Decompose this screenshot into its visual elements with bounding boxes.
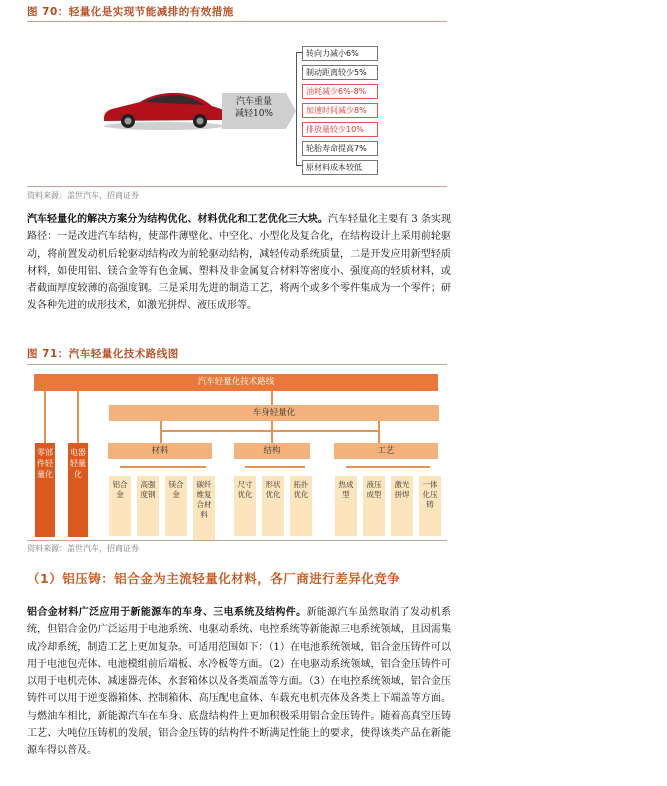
category-materials: 材料 — [108, 443, 212, 459]
body-lightweight: 车身轻量化 — [109, 405, 439, 421]
leaf-integrated-die-casting: 一体化压铸 — [419, 476, 441, 536]
paragraph-2-lead: 铝合金材料广泛应用于新能源车的车身、三电系统及结构件。 — [27, 607, 307, 618]
paragraph-2-body: 新能源汽车虽然取消了发动机系统，但铝合金仍广泛运用于电池系统、电驱动系统、电控系统等新能源三电系统领域，且因需集成冷却系统，制造工艺上更加复杂。可适用范围如下：（1）在电池系统领域，铝合金压铸件可以用于电池包壳体、电池模组前后端板、水冷板等方面。（2）在电驱动系统领域，铝合金压铸件可以用于电机壳体、减速器壳体、水套箱体以及各类端盖等方面。（3）在电控系统领域，铝合金压铸件可以用于逆变器箱体、控制箱体、高压配电盒体、车载充电机壳体及各类上下端盖等方面。与燃油车相比，新能源汽车在车身、底盘结构件上更加积极采用铝合金压铸件。随着高真空压铸工艺、大吨位压铸机的发展，铝合金压铸的结构件不断满足性能上的要求，使得该类产品在新能源车得以普及。 — [27, 607, 452, 757]
effect-item: 轮胎寿命提高7% — [302, 141, 378, 156]
leaf-aluminum-alloy: 铝合金 — [109, 476, 131, 536]
weight-box-line1: 汽车重量 — [235, 97, 272, 107]
leaf-laser-welding: 激光拼焊 — [391, 476, 413, 536]
red-car-image — [100, 88, 228, 132]
arrow-icon — [286, 93, 296, 129]
figure-70-top-rule — [27, 21, 447, 22]
connector-line — [271, 421, 273, 443]
leaf-hot-forming: 热成型 — [335, 476, 357, 536]
paragraph-aluminum-applications — [27, 604, 451, 760]
figure-71-title: 图 71：汽车轻量化技术路线图 — [27, 348, 179, 360]
side-parts-lightweight: 零部件轻量化 — [35, 443, 55, 537]
side-electrical-lightweight: 电器轻量化 — [68, 443, 88, 537]
effect-item: 排放量较少10% — [302, 122, 378, 137]
weight-reduction-box — [222, 93, 286, 129]
category-process: 工艺 — [334, 443, 438, 459]
connector-line — [77, 391, 79, 443]
leaf-carbon-fiber: 碳纤维复合材料 — [193, 476, 215, 540]
connector-line — [44, 391, 46, 443]
section-heading-aluminum-die-casting: （1）铝压铸：铝合金为主流轻量化材料，各厂商进行差异化竞争 — [27, 571, 401, 586]
paragraph-1-lead: 汽车轻量化的解决方案分为结构优化、材料优化和工艺优化三大块。 — [27, 214, 328, 225]
connector-line — [120, 466, 206, 468]
effect-item: 原材料成本较低 — [302, 160, 378, 175]
connector-line — [245, 466, 305, 468]
figure-71-top-rule — [27, 364, 447, 365]
figure-70-bottom-rule — [27, 186, 447, 187]
figure-70-title: 图 70：轻量化是实现节能减排的有效措施 — [27, 6, 234, 18]
roadmap-root: 汽车轻量化技术路线 — [34, 374, 438, 391]
paragraph-1-body: 汽车轻量化主要有 3 条实现路径：一是改进汽车结构，使部件薄壁化、中空化、小型化及复合化，在结构设计上采用前轮驱动，将前置发动机后轮驱动结构改为前轮驱动结构，减轻传动系统质量，二是开发应用新型轻质材料，如使用铝、镁合金等有色金属、塑料及非金属复合材料等密度小、强度高的轻质材料，或者截面厚度较薄的高强度钢。三是采用先进的制造工艺，将两个或多个零件集成为一个零件；研发各种先进的成形技术，如激光拼焊、液压成形等。 — [27, 214, 451, 312]
leaf-magnesium-alloy: 镁合金 — [165, 476, 187, 536]
figure-70-source: 资料来源：盖世汽车，招商证券 — [27, 191, 139, 200]
leaf-shape-optimization: 形状优化 — [262, 476, 284, 536]
figure-71-bottom-rule — [27, 540, 447, 541]
leaf-high-strength-steel: 高强度钢 — [137, 476, 159, 536]
effect-item: 油耗减少6%-8% — [302, 84, 378, 99]
connector-line — [160, 421, 162, 443]
weight-box-line2: 减轻10% — [234, 109, 273, 119]
leaf-topology-optimization: 拓扑优化 — [290, 476, 312, 536]
effect-item: 制动距离较少5% — [302, 65, 378, 80]
leaf-size-optimization: 尺寸优化 — [234, 476, 256, 536]
connector-line — [346, 466, 430, 468]
connector-line — [271, 391, 273, 405]
effect-item: 加速时间减少8% — [302, 103, 378, 118]
paragraph-lightweight-solutions — [27, 211, 451, 315]
connector-line — [378, 421, 380, 443]
leaf-hydroforming: 液压成型 — [363, 476, 385, 536]
connector-line — [160, 430, 380, 432]
effect-item: 转向力减小6% — [302, 46, 378, 61]
category-structure: 结构 — [234, 443, 310, 459]
figure-71-source: 资料来源：盖世汽车，招商证券 — [27, 544, 139, 553]
